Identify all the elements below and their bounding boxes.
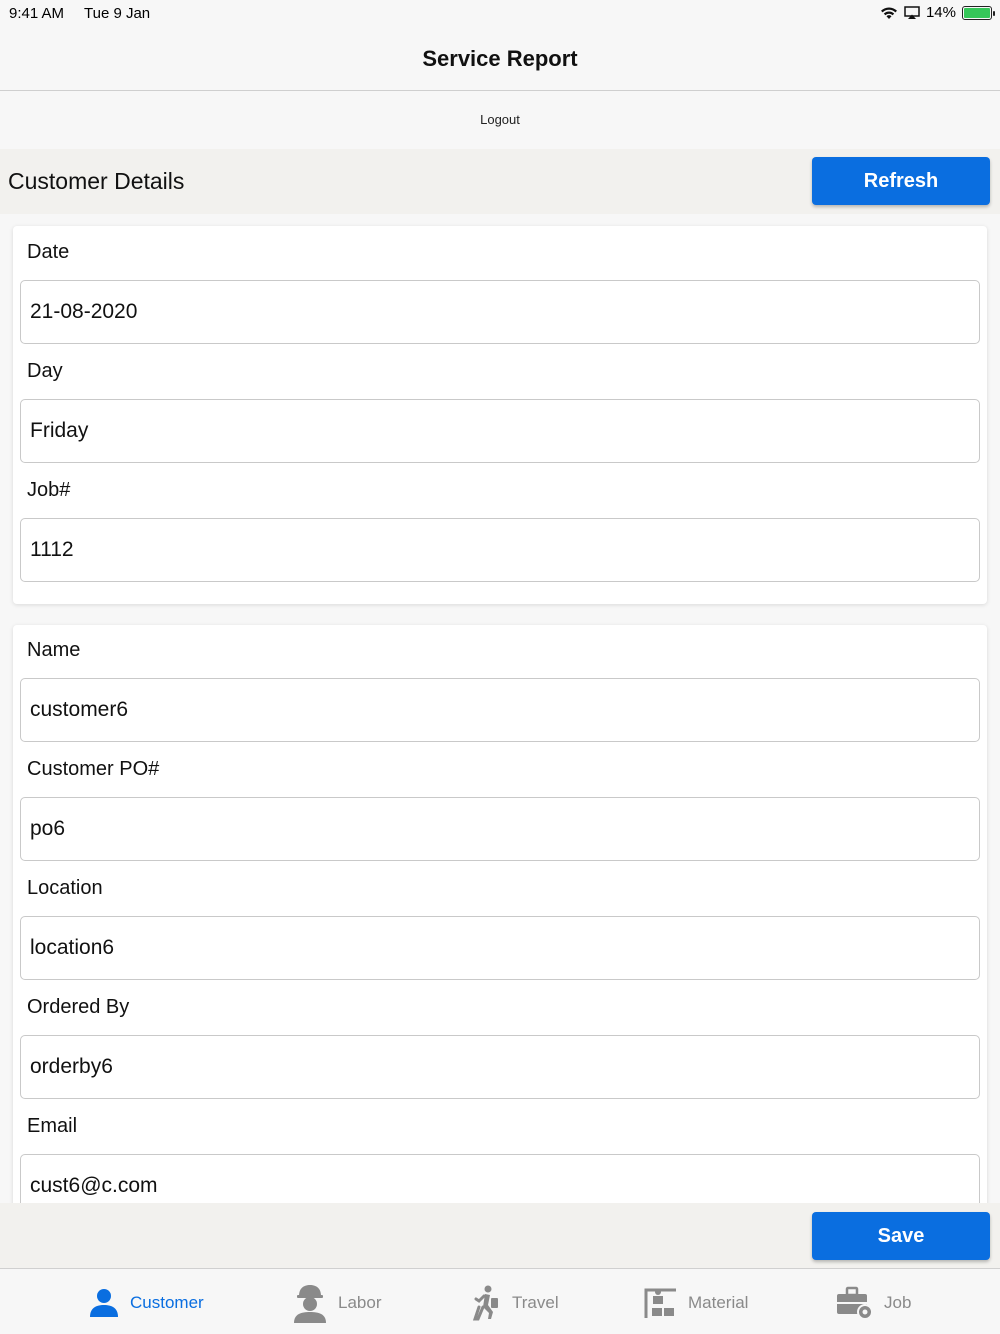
tab-job-label: Job (884, 1293, 912, 1312)
day-field[interactable]: Friday (20, 399, 980, 463)
email-field[interactable]: cust6@c.com (20, 1154, 980, 1203)
tab-travel[interactable] (468, 1281, 559, 1325)
ordered-by-field[interactable]: orderby6 (20, 1035, 980, 1099)
tab-bar (0, 1268, 1000, 1334)
person-icon (88, 1287, 120, 1319)
job-number-label: Job# (27, 479, 71, 501)
tab-material[interactable] (644, 1281, 748, 1325)
tab-labor-label: Labor (338, 1293, 382, 1312)
date-label: Date (27, 241, 70, 263)
wifi-icon (880, 6, 898, 20)
page-title: Service Report (422, 46, 578, 71)
logout-row (0, 92, 1000, 149)
logout-button[interactable]: Logout (480, 112, 520, 127)
tab-customer-label: Customer (130, 1293, 204, 1312)
customer-po-label: Customer PO# (27, 758, 160, 780)
airplay-icon (904, 6, 920, 20)
status-right (880, 4, 992, 21)
customer-po-field[interactable]: po6 (20, 797, 980, 861)
material-icon (644, 1286, 678, 1320)
job-number-field[interactable]: 1112 (20, 518, 980, 582)
customer-info-card (13, 625, 987, 1203)
refresh-button[interactable]: Refresh (812, 157, 990, 205)
name-label: Name (27, 639, 81, 661)
form-scroll-area[interactable] (0, 214, 1000, 1203)
name-field[interactable]: customer6 (20, 678, 980, 742)
job-icon (836, 1286, 874, 1320)
navigation-bar (0, 28, 1000, 91)
save-button[interactable]: Save (812, 1212, 990, 1260)
battery-icon (962, 6, 992, 20)
tab-travel-label: Travel (512, 1293, 559, 1312)
tab-material-label: Material (688, 1293, 749, 1312)
status-bar (0, 0, 1000, 28)
email-label: Email (27, 1115, 78, 1137)
job-info-card (13, 226, 987, 604)
status-time: 9:41 AM (9, 5, 65, 22)
walker-icon (468, 1285, 502, 1321)
worker-icon (292, 1283, 328, 1323)
location-field[interactable]: location6 (20, 916, 980, 980)
tab-job[interactable] (836, 1281, 911, 1325)
tab-labor[interactable] (292, 1281, 381, 1325)
status-date: Tue 9 Jan (84, 5, 151, 22)
section-title: Customer Details (8, 168, 185, 194)
ordered-by-label: Ordered By (27, 996, 130, 1018)
day-label: Day (27, 360, 63, 382)
date-field[interactable]: 21-08-2020 (20, 280, 980, 344)
battery-percent: 14% (925, 4, 956, 21)
tab-customer[interactable] (88, 1281, 204, 1325)
location-label: Location (27, 877, 103, 899)
